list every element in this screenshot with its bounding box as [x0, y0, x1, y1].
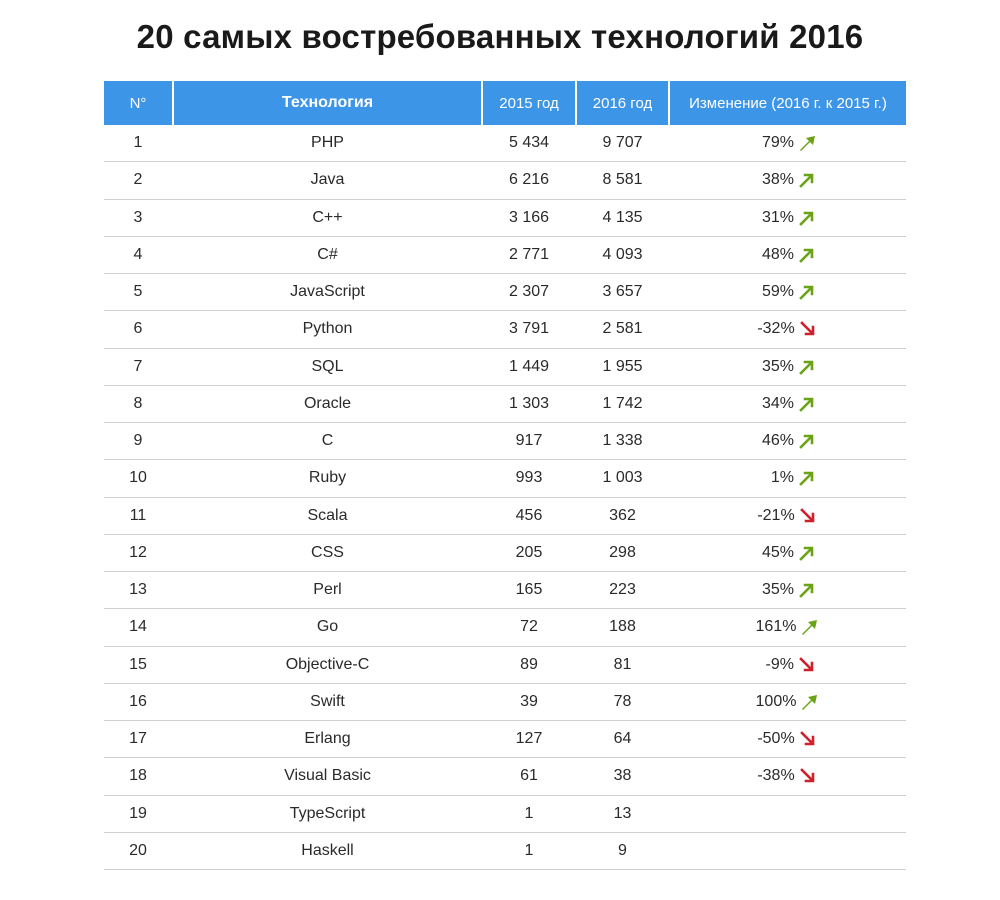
arrow-up-icon — [798, 469, 818, 487]
change-cell — [670, 460, 906, 496]
change-cell — [670, 609, 906, 645]
table-row — [104, 386, 906, 423]
technology-cell: C — [321, 432, 334, 450]
change-value — [758, 134, 818, 152]
technology-cell: C# — [317, 245, 338, 263]
value-2015-cell: 5 434 — [508, 134, 550, 152]
change-cell — [670, 311, 906, 347]
arrow-up-icon — [798, 209, 818, 227]
table-row — [104, 684, 906, 721]
change-percent: 46% — [761, 432, 794, 450]
value-2015-cell: 2 307 — [508, 283, 550, 301]
rank-cell: 15 — [129, 655, 147, 673]
arrow-up-strong-icon — [800, 618, 820, 636]
value-2016-cell: 298 — [609, 543, 636, 561]
value-2016-cell: 4 093 — [602, 245, 643, 263]
change-value — [758, 209, 818, 227]
arrow-down-icon — [799, 507, 819, 525]
change-value — [757, 320, 818, 338]
technology-cell: Scala — [307, 506, 348, 524]
arrow-up-icon — [798, 283, 818, 301]
change-cell — [670, 125, 906, 161]
table-row — [104, 162, 906, 199]
change-percent: 45% — [761, 543, 794, 561]
change-percent: 35% — [761, 357, 794, 375]
rank-cell: 8 — [133, 394, 143, 412]
technology-cell: SQL — [311, 357, 344, 375]
change-value — [758, 246, 818, 264]
change-cell — [670, 796, 906, 832]
change-percent: -32% — [757, 320, 795, 338]
table-row — [104, 572, 906, 609]
table-row — [104, 125, 906, 162]
table-row — [104, 200, 906, 237]
arrow-down-icon — [799, 730, 819, 748]
table-row — [104, 609, 906, 646]
change-value — [758, 544, 818, 562]
technology-cell: Visual Basic — [284, 767, 371, 785]
header-2016: 2016 год — [577, 81, 668, 125]
value-2016-cell: 1 742 — [602, 394, 643, 412]
value-2016-cell: 81 — [613, 655, 632, 673]
table-row — [104, 535, 906, 572]
change-percent: -21% — [757, 506, 795, 524]
arrow-up-icon — [798, 544, 818, 562]
value-2016-cell: 362 — [609, 506, 636, 524]
change-percent: 35% — [761, 581, 794, 599]
technology-cell: Erlang — [304, 730, 351, 748]
change-percent: 100% — [755, 692, 797, 710]
arrow-down-icon — [798, 656, 818, 674]
rank-cell: 1 — [133, 134, 143, 152]
change-value — [757, 730, 818, 748]
value-2016-cell: 13 — [613, 804, 632, 822]
value-2015-cell: 456 — [515, 506, 543, 524]
technology-cell: PHP — [311, 134, 344, 152]
change-percent: -50% — [757, 730, 795, 748]
change-cell — [670, 237, 906, 273]
value-2015-cell: 2 771 — [508, 245, 550, 263]
header-change: Изменение (2016 г. к 2015 г.) — [670, 81, 906, 125]
change-percent: -9% — [765, 655, 794, 673]
technology-cell: Java — [310, 171, 345, 189]
change-cell — [670, 200, 906, 236]
change-percent: 1% — [770, 469, 794, 487]
arrow-down-icon — [799, 767, 819, 785]
header-2015: 2015 год — [483, 81, 575, 125]
technology-cell: Go — [316, 618, 339, 636]
change-cell — [670, 162, 906, 198]
technology-cell: JavaScript — [290, 283, 365, 301]
change-percent: 59% — [761, 283, 794, 301]
rank-cell: 9 — [133, 432, 143, 450]
change-value — [758, 581, 818, 599]
arrow-up-strong-icon — [800, 693, 820, 711]
technology-cell: Haskell — [301, 841, 354, 859]
value-2015-cell: 1 303 — [508, 394, 550, 412]
header-technology: Технология — [174, 81, 481, 125]
change-value — [758, 171, 818, 189]
arrow-up-icon — [798, 581, 818, 599]
value-2016-cell: 1 338 — [602, 432, 643, 450]
value-2015-cell: 917 — [515, 432, 543, 450]
table-row — [104, 721, 906, 758]
rank-cell: 14 — [129, 618, 147, 636]
rank-cell: 3 — [133, 208, 143, 226]
change-value — [758, 283, 818, 301]
change-value — [756, 693, 821, 711]
rank-cell: 13 — [129, 581, 147, 599]
value-2015-cell: 993 — [515, 469, 543, 487]
technology-cell: Ruby — [308, 469, 347, 487]
rank-cell: 17 — [129, 730, 147, 748]
change-cell — [670, 721, 906, 757]
value-2016-cell: 3 657 — [602, 283, 643, 301]
value-2016-cell: 2 581 — [602, 320, 643, 338]
technology-cell: CSS — [311, 543, 344, 561]
rank-cell: 20 — [129, 841, 147, 859]
arrow-up-icon — [798, 432, 818, 450]
rank-cell: 7 — [133, 357, 143, 375]
change-percent: -38% — [757, 767, 795, 785]
value-2016-cell: 9 — [618, 841, 627, 859]
value-2015-cell: 3 166 — [508, 208, 550, 226]
value-2015-cell: 72 — [520, 618, 538, 636]
change-percent: 38% — [761, 171, 794, 189]
rank-cell: 10 — [129, 469, 147, 487]
table-row — [104, 311, 906, 348]
rank-cell: 12 — [129, 543, 147, 561]
table-row — [104, 274, 906, 311]
change-value — [757, 767, 818, 785]
value-2015-cell: 1 — [524, 804, 534, 822]
change-value — [757, 507, 818, 525]
change-cell — [670, 423, 906, 459]
page-title: 20 самых востребованных технологий 2016 — [136, 18, 864, 55]
value-2015-cell: 205 — [515, 543, 543, 561]
technology-cell: C++ — [312, 208, 343, 226]
technology-cell: TypeScript — [289, 804, 366, 822]
value-2016-cell: 38 — [613, 767, 632, 785]
change-value — [758, 358, 818, 376]
change-percent: 79% — [761, 134, 794, 152]
table-body — [104, 125, 906, 870]
change-cell — [670, 498, 906, 534]
arrow-up-strong-icon — [798, 134, 818, 152]
technology-cell: Swift — [310, 692, 345, 710]
change-percent: 48% — [761, 245, 794, 263]
table-header — [104, 81, 906, 125]
value-2015-cell: 6 216 — [508, 171, 550, 189]
technology-cell: Oracle — [303, 394, 352, 412]
change-value — [758, 656, 818, 674]
table-row — [104, 460, 906, 497]
header-number: N° — [104, 81, 172, 125]
change-cell — [670, 647, 906, 683]
rank-cell: 5 — [133, 283, 143, 301]
change-cell — [670, 386, 906, 422]
value-2015-cell: 3 791 — [508, 320, 550, 338]
table-row — [104, 498, 906, 535]
change-cell — [670, 758, 906, 794]
rank-cell: 2 — [133, 171, 143, 189]
change-value — [758, 469, 818, 487]
value-2015-cell: 165 — [515, 581, 543, 599]
rank-cell: 19 — [129, 804, 147, 822]
table-row — [104, 833, 906, 870]
change-value — [758, 432, 818, 450]
change-cell — [670, 684, 906, 720]
arrow-up-icon — [798, 246, 818, 264]
rank-cell: 11 — [129, 506, 147, 524]
table-row — [104, 237, 906, 274]
change-cell — [670, 274, 906, 310]
change-cell — [670, 833, 906, 869]
table-row — [104, 423, 906, 460]
value-2015-cell: 61 — [520, 767, 538, 785]
value-2016-cell: 8 581 — [602, 171, 643, 189]
change-value — [758, 395, 818, 413]
value-2015-cell: 89 — [520, 655, 538, 673]
technologies-table — [104, 81, 906, 870]
arrow-up-icon — [798, 171, 818, 189]
technology-cell: Objective-C — [285, 655, 370, 673]
arrow-up-icon — [798, 358, 818, 376]
table-row — [104, 758, 906, 795]
value-2015-cell: 127 — [515, 730, 543, 748]
technology-cell: Python — [302, 320, 353, 338]
change-cell — [670, 535, 906, 571]
change-percent: 34% — [761, 394, 794, 412]
rank-cell: 4 — [133, 245, 143, 263]
rank-cell: 18 — [129, 767, 147, 785]
arrow-up-icon — [798, 395, 818, 413]
change-percent: 161% — [755, 618, 797, 636]
rank-cell: 6 — [133, 320, 143, 338]
value-2016-cell: 1 955 — [602, 357, 643, 375]
table-row — [104, 796, 906, 833]
value-2016-cell: 223 — [609, 581, 636, 599]
technology-cell: Perl — [313, 581, 342, 599]
value-2016-cell: 4 135 — [602, 208, 643, 226]
table-row — [104, 349, 906, 386]
value-2016-cell: 9 707 — [602, 134, 643, 152]
rank-cell: 16 — [129, 692, 147, 710]
value-2016-cell: 1 003 — [602, 469, 643, 487]
change-cell — [670, 349, 906, 385]
value-2015-cell: 39 — [520, 692, 538, 710]
change-cell — [670, 572, 906, 608]
value-2015-cell: 1 — [524, 841, 534, 859]
value-2016-cell: 64 — [613, 730, 632, 748]
change-percent: 31% — [761, 208, 794, 226]
change-value — [756, 618, 821, 636]
arrow-down-icon — [799, 320, 819, 338]
value-2016-cell: 188 — [609, 618, 636, 636]
table-row — [104, 647, 906, 684]
value-2016-cell: 78 — [613, 692, 632, 710]
value-2015-cell: 1 449 — [508, 357, 550, 375]
